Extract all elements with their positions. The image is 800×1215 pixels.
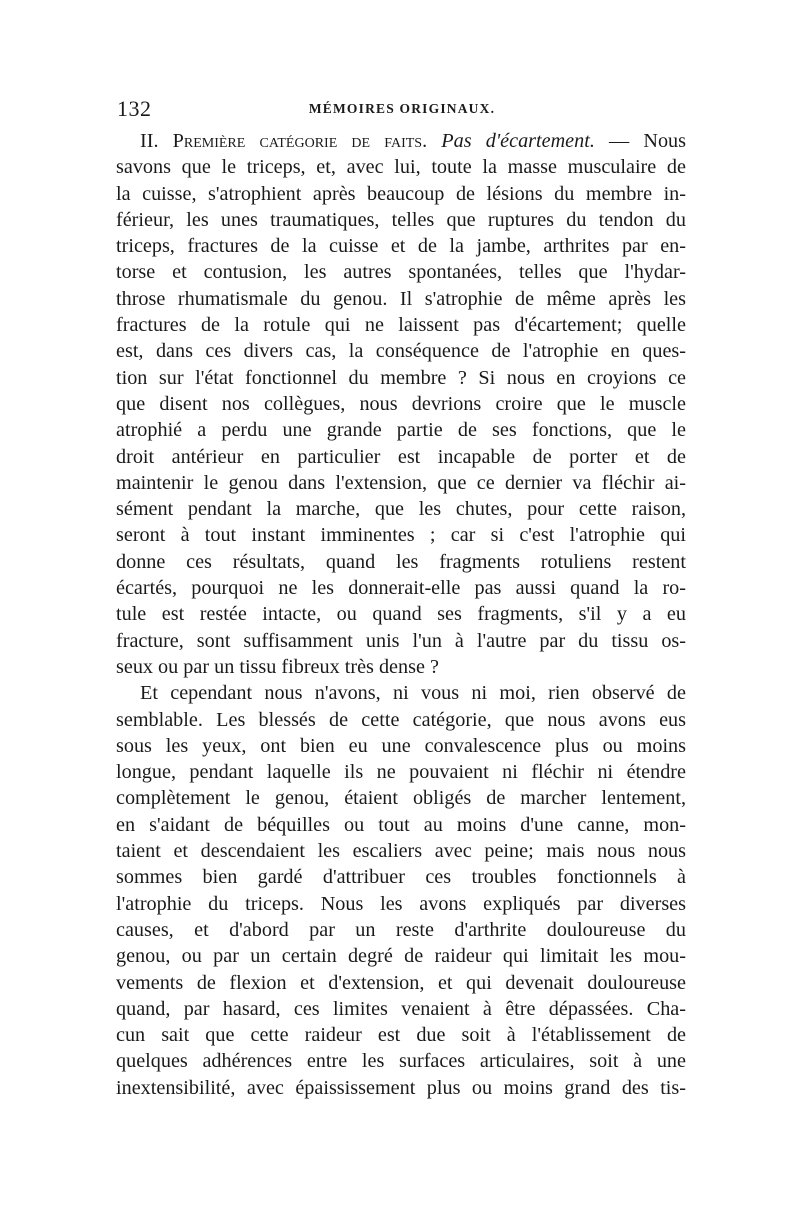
text-line: en s'aidant de béquilles ou tout au moins d'une canne, mon- <box>116 813 686 836</box>
text-line: tule est restée intacte, ou quand ses fragments, s'il y a eu <box>116 603 686 626</box>
text-line: semblable. Les blessés de cette catégorie, que nous avons eus <box>116 708 686 731</box>
text-line: complètement le genou, étaient obligés de marcher lentement, <box>116 787 686 810</box>
section-first-line-rest: — Nous <box>609 130 686 152</box>
text-line: écartés, pourquoi ne les donnerait-elle pas aussi quand la ro- <box>116 577 686 600</box>
text-line: longue, pendant laquelle ils ne pouvaient ni fléchir ni étendre <box>116 761 686 784</box>
text-line: la cuisse, s'atrophient après beaucoup de lésions du membre in- <box>116 182 686 205</box>
text-line: donne ces résultats, quand les fragments rotuliens restent <box>116 550 686 573</box>
text-line: atrophié a perdu une grande partie de ses fonctions, que le <box>116 419 686 442</box>
section-number: II. <box>140 130 159 152</box>
text-line: est, dans ces divers cas, la conséquence de l'atrophie en ques- <box>116 340 686 363</box>
paragraph-end-line: seux ou par un tissu fibreux très dense ? <box>116 655 439 678</box>
text-line: inextensibilité, avec épaississement plus ou moins grand des tis- <box>116 1076 686 1099</box>
section-label: Première catégorie de faits. <box>172 130 428 152</box>
text-line: triceps, fractures de la cuisse et de la jambe, arthrites par en- <box>116 235 686 258</box>
text-line: causes, et d'abord par un reste d'arthrite douloureuse du <box>116 918 686 941</box>
text-line: férieur, les unes traumatiques, telles que ruptures du tendon du <box>116 208 686 231</box>
text-line: savons que le triceps, et, avec lui, toute la masse musculaire de <box>116 156 686 179</box>
text-line: quand, par hasard, ces limites venaient à être dépassées. Cha- <box>116 997 686 1020</box>
text-line: throse rhumatismale du genou. Il s'atrophie de même après les <box>116 287 686 310</box>
text-line: sommes bien gardé d'attribuer ces troubles fonctionnels à <box>116 866 686 889</box>
body-text <box>116 128 686 1101</box>
paragraph-start-line: Et cependant nous n'avons, ni vous ni moi, rien observé de <box>140 682 686 705</box>
text-line: l'atrophie du triceps. Nous les avons expliqués par diverses <box>116 892 686 915</box>
text-line: fractures de la rotule qui ne laissent pas d'écartement; quelle <box>116 314 686 337</box>
text-line: seront à tout instant imminentes ; car si c'est l'atrophie qui <box>116 524 686 547</box>
text-line: taient et descendaient les escaliers avec peine; mais nous nous <box>116 840 686 863</box>
text-line: droit antérieur en particulier est incapable de porter et de <box>116 445 686 468</box>
page-header <box>117 96 687 126</box>
text-line: torse et contusion, les autres spontanées, telles que l'hydar- <box>116 261 686 284</box>
text-line: genou, ou par un certain degré de raideur qui limitait les mou- <box>116 945 686 968</box>
running-title: MÉMOIRES ORIGINAUX. <box>308 101 496 116</box>
text-line: que disent nos collègues, nous devrions croire que le muscle <box>116 392 686 415</box>
text-line: sément pendant la marche, que les chutes, pour cette raison, <box>116 498 686 521</box>
text-line: quelques adhérences entre les surfaces articulaires, soit à une <box>116 1050 686 1073</box>
page-number: 132 <box>117 96 152 121</box>
text-line: cun sait que cette raideur est due soit à l'établissement de <box>116 1024 686 1047</box>
text-line: maintenir le genou dans l'extension, que ce dernier va fléchir ai- <box>116 471 686 494</box>
text-line: sous les yeux, ont bien eu une convalescence plus ou moins <box>116 734 686 757</box>
text-line: vements de flexion et d'extension, et qui devenait douloureuse <box>116 971 686 994</box>
section-subtitle: Pas d'écartement. <box>441 130 595 152</box>
text-line: tion sur l'état fonctionnel du membre ? Si nous en croyions ce <box>116 366 686 389</box>
text-line: fracture, sont suffisamment unis l'un à l'autre par du tissu os- <box>116 629 686 652</box>
section-heading-line <box>116 128 686 154</box>
